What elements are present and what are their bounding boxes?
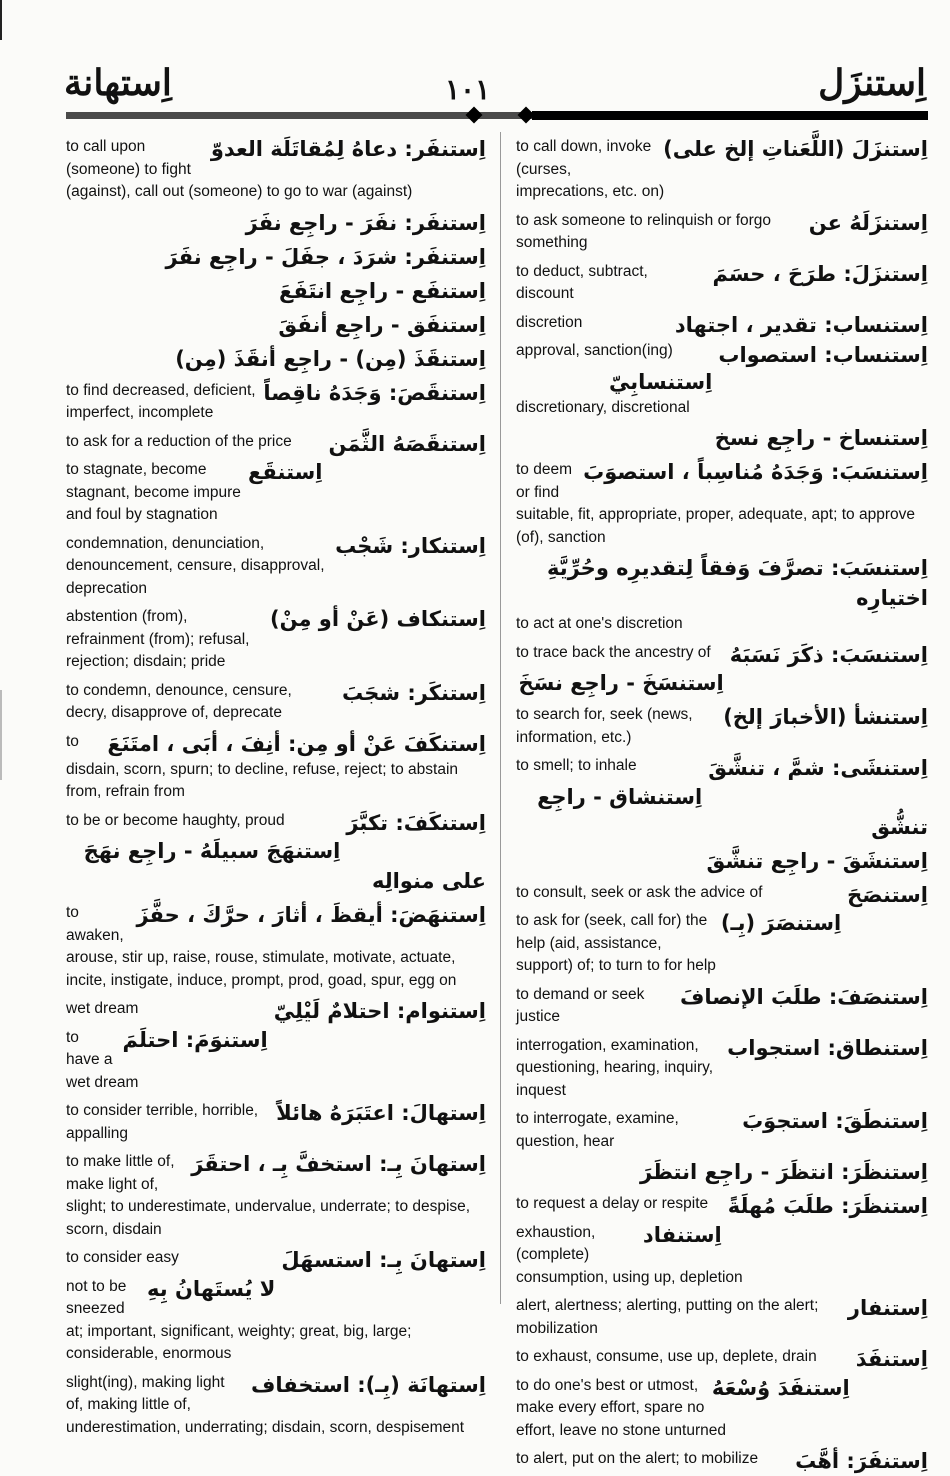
dictionary-entry xyxy=(66,1098,486,1145)
arabic-headword: اِستنطاق: استجواب xyxy=(727,1035,928,1060)
dictionary-entry xyxy=(516,1106,928,1153)
dictionary-entry xyxy=(516,782,928,842)
english-definition: to interrogate, examine, question, hear xyxy=(516,1110,679,1150)
header-rule xyxy=(66,109,928,123)
english-definition: wet dream xyxy=(66,1000,139,1017)
english-definition: not to be sneezed at; important, significant, weighty; great, big, large; considerable, enormous xyxy=(66,1277,412,1362)
right-column xyxy=(516,134,928,1473)
guide-word-first: اِستنزَل xyxy=(818,62,926,104)
arabic-headword: اِستنصَحَ xyxy=(847,882,928,907)
arabic-headword: اِستنسَبَ: وَجَدَهُ مُناسِباً ، استصوَبَ xyxy=(583,460,928,484)
dictionary-entry xyxy=(516,640,928,665)
dictionary-entry xyxy=(516,259,928,306)
dictionary-entry xyxy=(516,1220,928,1290)
arabic-headword: اِستهانَة (بِـ): استخفاف xyxy=(250,1372,486,1397)
english-definition: discretion xyxy=(516,313,583,331)
dictionary-entry xyxy=(66,134,486,204)
page-header xyxy=(0,0,950,130)
arabic-headword: اِستنهَجَ سبيلَهُ - راجِع نهَجَ على منوالِه xyxy=(83,839,486,893)
arabic-headword: اِستنكَر: شجَبَ xyxy=(342,680,486,705)
arabic-headword: اِستنفَدَ xyxy=(855,1347,928,1371)
dictionary-entry xyxy=(516,553,928,636)
english-definition: to ask someone to relinquish or forgo something xyxy=(516,211,772,251)
arabic-headword: اِستنساب: تقدير ، اجتهاد xyxy=(674,312,928,337)
english-definition: to find decreased, deficient, imperfect, incomplete xyxy=(66,381,256,421)
page-number: ١٠١ xyxy=(445,73,491,106)
arabic-headword: اِستنوَمَ: احتلَمَ xyxy=(122,1027,268,1052)
arabic-headword: اِستنقَذَ (مِن) - راجِع أنقَذَ (مِن) xyxy=(175,346,486,371)
dictionary-entry xyxy=(516,908,928,978)
arabic-headword: لا يُستَهانُ بِهِ xyxy=(147,1276,276,1301)
english-definition: to request a delay or respite xyxy=(516,1195,709,1212)
english-definition: approval, sanction(ing) xyxy=(516,342,673,359)
dictionary-entry xyxy=(66,378,486,425)
dictionary-entry xyxy=(66,344,486,374)
arabic-headword: اِستنزَلَ: طرَحَ ، حسَمَ xyxy=(712,261,928,286)
english-definition: alert, alertness; alerting, putting on the alert; mobilization xyxy=(516,1297,819,1337)
dictionary-entry xyxy=(66,1274,486,1366)
arabic-headword: اِستنقَصَهُ الثَّمَن xyxy=(328,431,486,456)
arabic-headword: اِستنكَفَ عَنْ أو مِن: أنِفَ ، أبَى ، امتَنَعَ xyxy=(107,731,486,756)
dictionary-entry xyxy=(66,531,486,601)
english-definition: to alert, put on the alert; to mobilize xyxy=(516,1450,759,1467)
dictionary-entry xyxy=(66,1025,486,1095)
dictionary-entry xyxy=(66,1149,486,1241)
dictionary-entry xyxy=(516,846,928,876)
english-definition: interrogation, examination, questioning, hearing, inquiry, inquest xyxy=(516,1036,714,1099)
arabic-headword: اِستنفَدَ وُسْعَهُ xyxy=(711,1375,850,1400)
english-definition: to act at one's discretion xyxy=(516,615,683,632)
dictionary-entry xyxy=(66,242,486,272)
header-rule-bar-solid xyxy=(532,111,928,120)
dictionary-entry xyxy=(516,310,928,335)
guide-word-last: اِستهانة xyxy=(64,62,172,104)
dictionary-entry xyxy=(66,836,486,896)
english-definition: condemnation, denunciation, denouncement, censure, disapproval, deprecation xyxy=(66,534,325,597)
arabic-headword: اِستنفَر: نفَرَ - راجِع نفَرَ xyxy=(245,210,486,235)
page-edge-mark xyxy=(0,690,2,780)
english-definition: to exhaust, consume, use up, deplete, drain xyxy=(516,1348,817,1365)
arabic-headword: اِستنكَفَ: تكبَّرَ xyxy=(346,810,486,835)
arabic-headword: اِستنفَق - راجِع أنفَقَ xyxy=(278,312,486,337)
arabic-headword: اِستنطَقَ: استجوَبَ xyxy=(742,1109,928,1133)
arabic-headword: اِستنفاد xyxy=(642,1222,722,1247)
arabic-headword: اِستنفَر: شرَدَ ، جفَلَ - راجِع نفَرَ xyxy=(165,244,486,269)
dictionary-entry xyxy=(516,702,928,749)
dictionary-entry xyxy=(516,208,928,255)
dictionary-entry xyxy=(516,1033,928,1103)
arabic-headword: اِستنشَى: شمَّ ، تنشَّقَ xyxy=(708,756,928,780)
dictionary-entry xyxy=(516,457,928,549)
dictionary-entry xyxy=(516,367,928,420)
arabic-headword: اِستنسَخَ - راجِع نسَخَ xyxy=(518,671,724,695)
arabic-headword: اِستنصَفَ: طلَبَ الإنصافَ xyxy=(680,984,928,1009)
dictionary-entry xyxy=(66,1245,486,1270)
english-definition: to awaken, arouse, stir up, raise, rouse, stimulate, motivate, actuate, incite, instigate, induce, prompt, prod, goad, spur, egg on xyxy=(66,904,457,989)
dictionary-entry xyxy=(516,423,928,453)
dictionary-entry xyxy=(516,134,928,204)
arabic-headword: اِستهالَ: اعتَبَرَهُ هائلاً xyxy=(276,1101,486,1125)
dictionary-entry xyxy=(516,753,928,778)
dictionary-entry xyxy=(66,678,486,725)
english-definition: to disdain, scorn, spurn; to decline, refuse, reject; to abstain from, refrain from xyxy=(66,732,459,800)
english-definition: to be or become haughty, proud xyxy=(66,811,285,829)
english-definition: to do one's best or utmost, make every effort, spare no effort, leave no stone unturned xyxy=(516,1376,726,1439)
dictionary-entry xyxy=(66,604,486,674)
english-definition: to smell; to inhale xyxy=(516,757,637,774)
english-definition: slight(ing), making light of, making little of, underestimation, underrating; disdain, scorn, despisement xyxy=(66,1373,465,1436)
dictionary-entry xyxy=(66,208,486,238)
dictionary-entry xyxy=(516,668,928,698)
english-definition: to call upon (someone) to fight (against), call out (someone) to go to war (against) xyxy=(66,138,413,200)
english-definition: to deduct, subtract, discount xyxy=(516,262,648,302)
dictionary-entry xyxy=(66,729,486,804)
arabic-headword: اِستنهَضَ: أيقظَ ، أثارَ ، حرَّكَ ، حفَّزَ xyxy=(136,903,486,927)
english-definition: to condemn, denounce, censure, decry, disapprove of, deprecate xyxy=(66,681,292,721)
dictionary-entry xyxy=(516,1373,928,1443)
english-definition: to consider easy xyxy=(66,1249,179,1266)
english-definition: to ask for (seek, call for) the help (aid, assistance, support) of; to turn to for help xyxy=(516,912,716,974)
arabic-headword: اِستنشاق - راجِع تنشُّق xyxy=(537,784,928,839)
arabic-headword: اِستنصَرَ (بِـ) xyxy=(720,911,842,935)
arabic-headword: اِستنظَرَ: طلَبَ مُهلَةً xyxy=(727,1194,928,1218)
english-definition: exhaustion, (complete) consumption, using up, depletion xyxy=(516,1223,743,1286)
arabic-headword: اِستنساب: استصواب xyxy=(718,342,928,367)
dictionary-entry xyxy=(516,338,928,367)
dictionary-entry xyxy=(66,276,486,306)
dictionary-entry xyxy=(66,310,486,340)
dictionary-entry xyxy=(516,1157,928,1187)
arabic-headword: اِستنقَصَ: وَجَدَهُ ناقِصاً xyxy=(263,380,486,405)
dictionary-entry xyxy=(66,429,486,454)
arabic-headword: اِستنسَبَ: ذكَرَ نَسَبَهُ xyxy=(729,642,928,667)
dictionary-entry xyxy=(516,982,928,1029)
arabic-headword: اِستنكار: شَجْب xyxy=(335,533,486,558)
dictionary-entry xyxy=(516,880,928,905)
english-definition: to stagnate, become stagnant, become impure and foul by stagnation xyxy=(66,461,241,523)
arabic-headword: اِستنظَرَ: انتظَرَ - راجِع انتظَرَ xyxy=(640,1160,928,1184)
dictionary-entry xyxy=(516,1191,928,1216)
arabic-headword: اِستنقَع xyxy=(248,460,323,484)
dictionary-entry xyxy=(66,808,486,833)
arabic-headword: اِستنشَقَ - راجِع تنشَّقَ xyxy=(706,848,928,873)
english-definition: discretionary, discretional xyxy=(516,398,690,416)
arabic-headword: اِستنزَلَهُ عن xyxy=(808,210,928,235)
arabic-headword: اِستنسَبَ: تصرَّفَ وَفقاً لِتقديرِه وحُرِّيَّةِ اختيارِه xyxy=(547,556,928,610)
english-definition: to make little of, make light of, slight; to underestimate, undervalue, underrate; to despise, scorn, disdain xyxy=(66,1153,471,1238)
arabic-headword: اِستنفَرَ: أهَّبَ xyxy=(795,1449,928,1473)
arabic-headword: اِستنزَلَ (اللَّعَناتِ إلخ على) xyxy=(663,137,928,161)
arabic-headword: اِستهانَ بِـ: استسهَلَ xyxy=(281,1248,486,1272)
english-definition: to have a wet dream xyxy=(66,1028,139,1091)
left-column xyxy=(66,134,486,1436)
english-definition: to call down, invoke (curses, imprecations, etc. on) xyxy=(516,138,665,200)
english-definition: abstention (from), refrainment (from); refusal, rejection; disdain; pride xyxy=(66,608,250,670)
arabic-headword: اِستنسابِيّ xyxy=(608,369,713,394)
english-definition: to consult, seek or ask the advice of xyxy=(516,883,763,901)
header-rule-diamond xyxy=(466,107,483,124)
arabic-headword: اِستنكاف (عَنْ أو مِنْ) xyxy=(269,607,486,631)
english-definition: to ask for a reduction of the price xyxy=(66,432,292,450)
column-divider xyxy=(500,132,501,1304)
dictionary-entry xyxy=(66,1370,486,1440)
dictionary-entry xyxy=(66,457,486,527)
arabic-headword: اِستنساخ - راجِع نسخ xyxy=(714,426,928,450)
english-definition: to deem or find suitable, fit, appropriate, proper, adequate, apt; to approve (of), sanction xyxy=(516,461,915,546)
arabic-headword: اِستهانَ بِـ: استخفَّ بِـ ، احتقَرَ xyxy=(191,1152,486,1176)
dictionary-entry xyxy=(516,1344,928,1369)
english-definition: to search for, seek (news, information, etc.) xyxy=(516,706,693,746)
arabic-headword: اِستنفَر: دعاهُ لِمُقاتَلَة العدوّ xyxy=(210,137,486,161)
arabic-headword: اِستنوام: احتلامٌ لَيْلِيّ xyxy=(273,999,486,1023)
dictionary-entry xyxy=(516,1293,928,1340)
english-definition: to consider terrible, horrible, appalling xyxy=(66,1102,259,1142)
english-definition: to demand or seek justice xyxy=(516,985,645,1025)
arabic-headword: اِستنشأ (الأخبارَ إلخ) xyxy=(723,705,928,729)
dictionary-entry xyxy=(516,1446,928,1471)
dictionary-entry xyxy=(66,996,486,1021)
arabic-headword: اِستنفَع - راجِع انتَفَعَ xyxy=(279,278,486,303)
arabic-headword: اِستنفار xyxy=(847,1296,928,1320)
dictionary-entry xyxy=(66,900,486,992)
english-definition: to trace back the ancestry of xyxy=(516,643,711,661)
